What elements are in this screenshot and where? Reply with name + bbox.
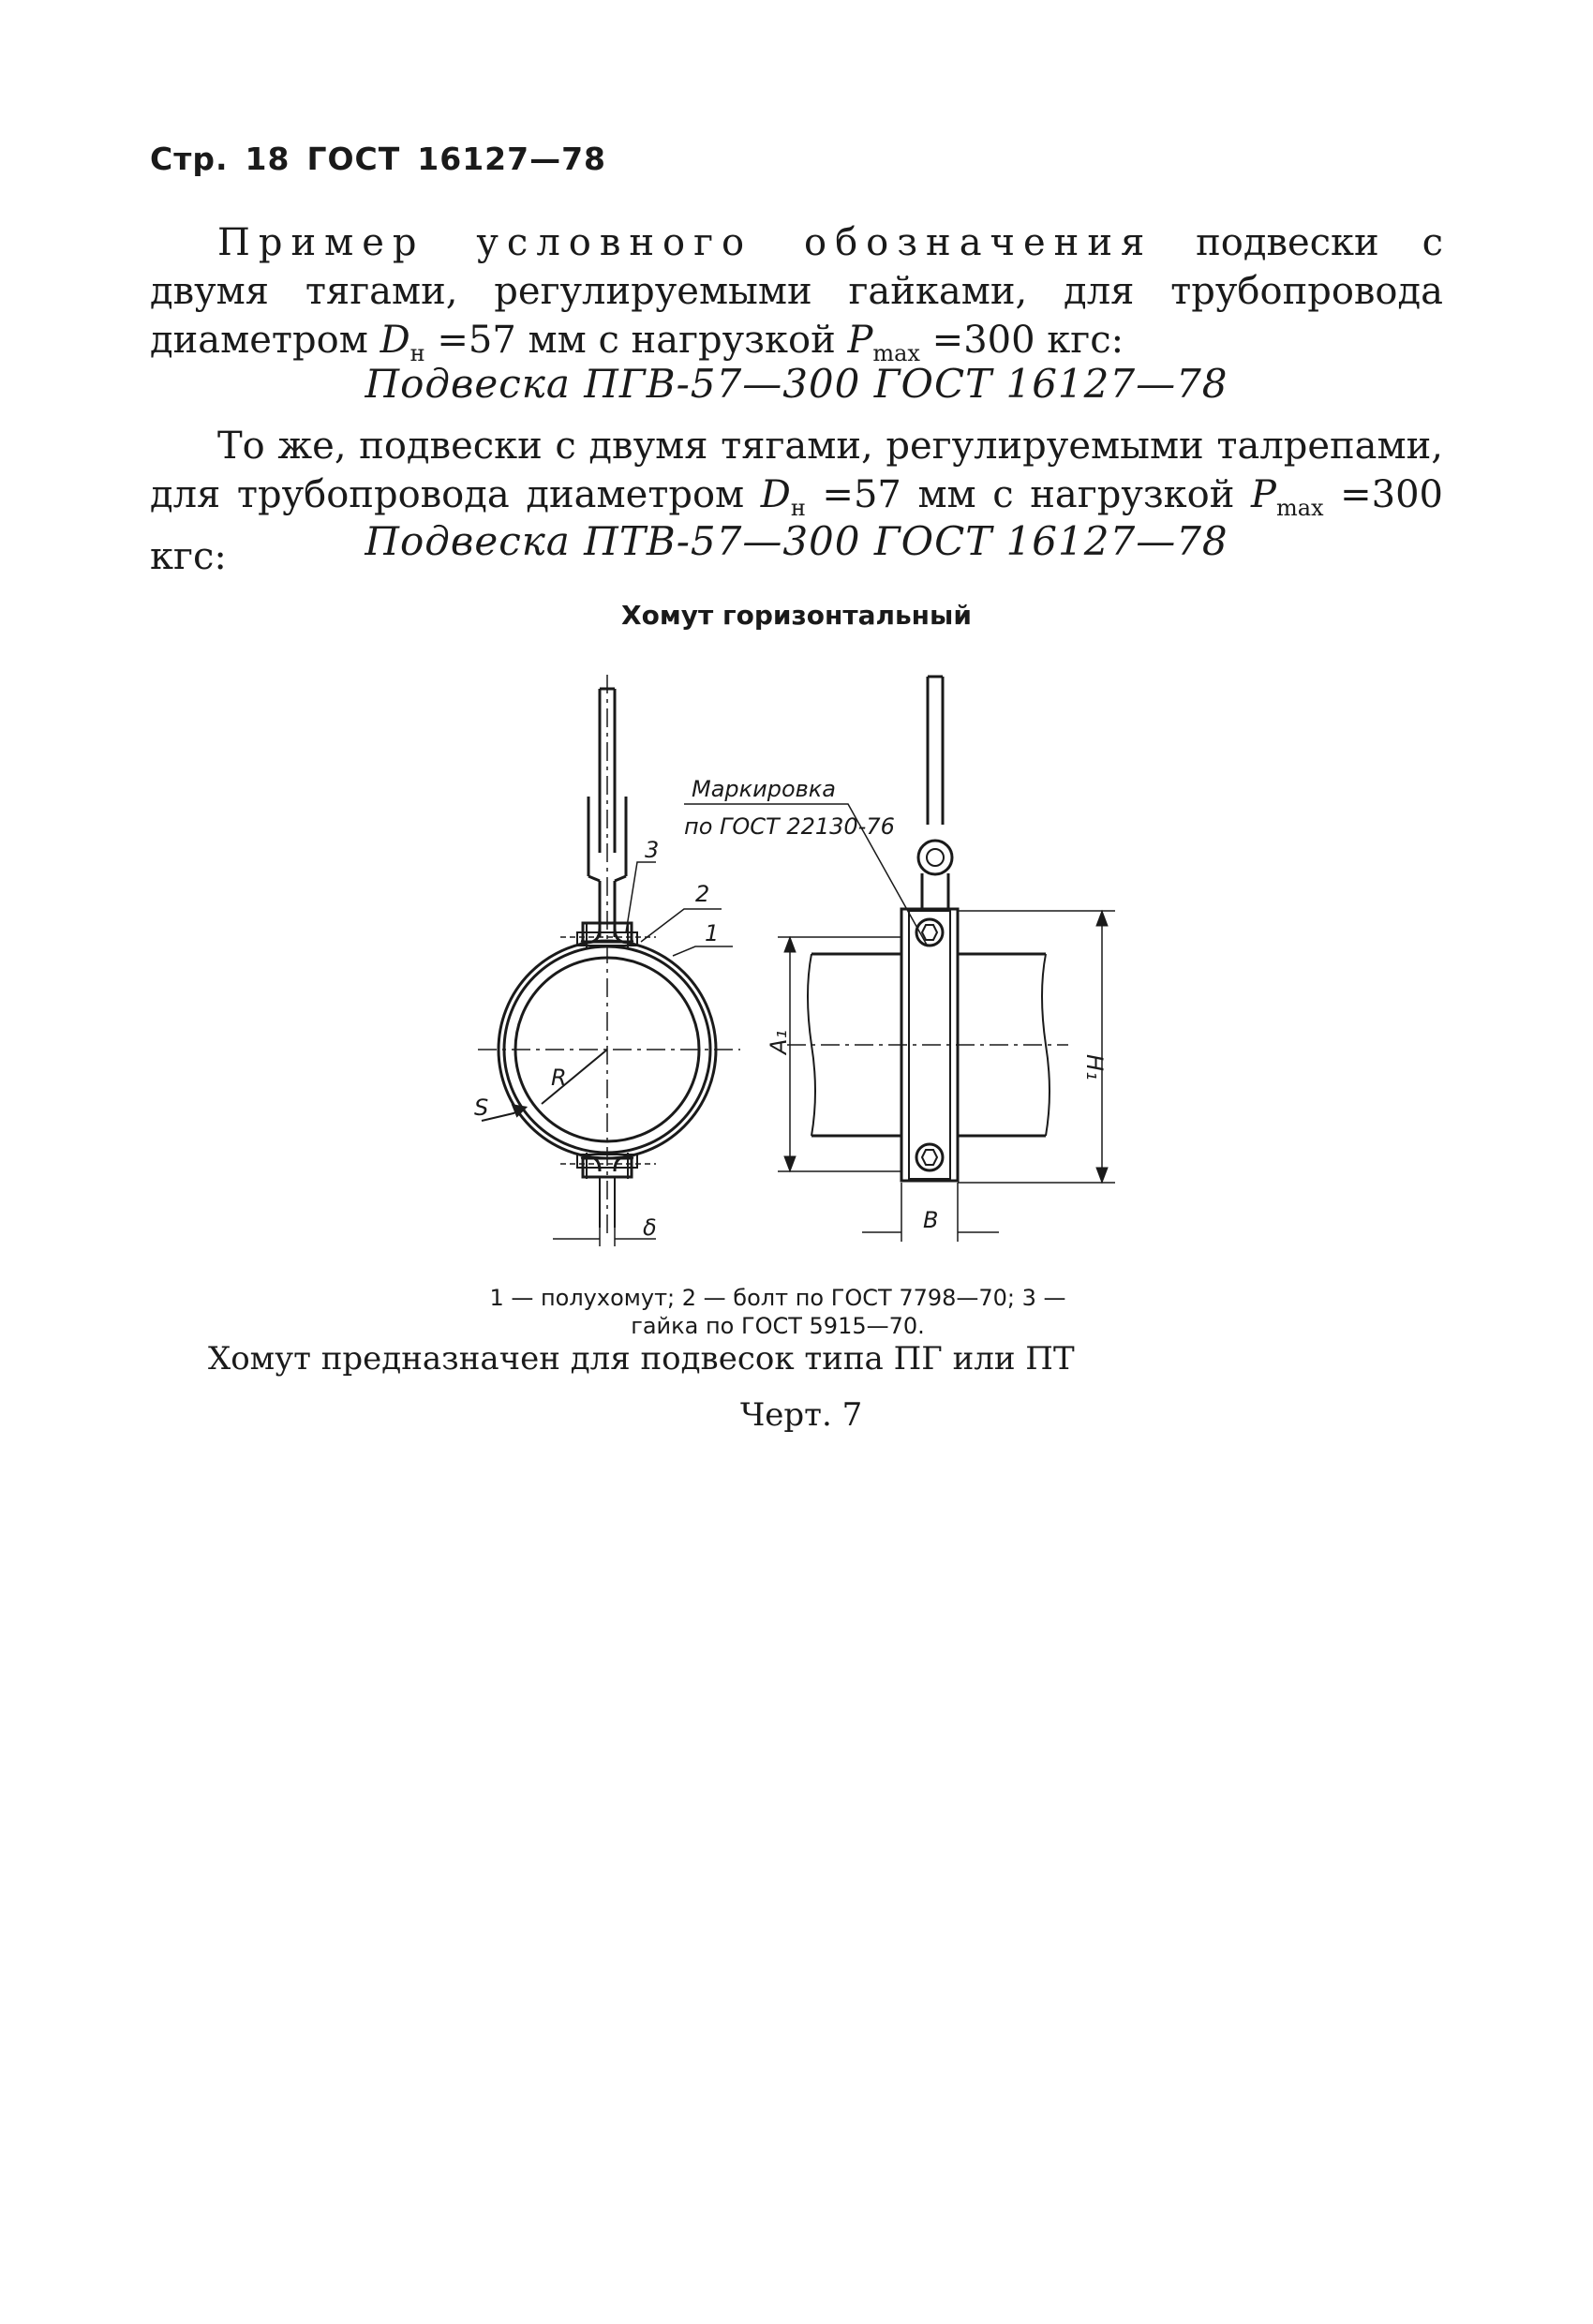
paragraph-text: То же, подвески с двумя тягами, регулируемыми талрепами, для трубопровода диаметром [150, 425, 1443, 516]
page-label: Стр. [150, 141, 229, 177]
p-symbol: P [1251, 473, 1276, 516]
marking-label-2: по ГОСТ 22130-76 [684, 813, 895, 840]
paragraph-text: подвески с двумя тягами, регулируемыми гайками, для трубопровода диаметром [150, 221, 1443, 362]
right-hanger-rod [918, 677, 952, 909]
figure-title: Хомут горизонтальный [621, 600, 972, 631]
figure-legend [440, 1284, 1115, 1340]
p-value: =300 кгс: [150, 473, 1444, 578]
label-h1: H₁ [1081, 1054, 1108, 1080]
dn-symbol: D [380, 319, 410, 362]
label-delta: δ [643, 1214, 657, 1241]
dn-value: =57 мм с нагрузкой [424, 319, 848, 362]
marking-label-1: Маркировка [692, 776, 837, 802]
callout-3: 3 [645, 837, 660, 863]
standard-number: 16127—78 [417, 141, 606, 177]
label-r: R [551, 1065, 567, 1091]
figure-caption: Черт. 7 [740, 1396, 863, 1434]
p-subscript: max [872, 340, 920, 366]
standard-label: ГОСТ [306, 141, 401, 177]
label-b: B [923, 1207, 939, 1233]
right-pipe [787, 954, 1068, 1136]
dn-value: =57 мм с нагрузкой [805, 473, 1252, 516]
callout-2: 2 [695, 881, 710, 907]
page-number: 18 [245, 141, 290, 177]
legend-line-2: гайка по ГОСТ 5915—70. [631, 1313, 925, 1339]
dn-symbol: D [760, 473, 791, 516]
p-subscript: max [1275, 495, 1324, 521]
callout-1: 1 [705, 920, 720, 946]
designation-example-1: Подвеска ПГВ-57—300 ГОСТ 16127—78 [365, 361, 1228, 407]
figure-note: Хомут предназначен для подвесок типа ПГ или ПТ [208, 1340, 1075, 1378]
designation-example-2: Подвеска ПТВ-57—300 ГОСТ 16127—78 [365, 518, 1228, 564]
label-s: S [474, 1095, 489, 1121]
label-a1: A₁ [766, 1029, 792, 1054]
dn-subscript: н [409, 340, 425, 366]
p-value: =300 кгс: [919, 319, 1124, 362]
dn-subscript: н [790, 495, 806, 521]
bottom-bolt-assembly [560, 1153, 656, 1228]
p-symbol: P [847, 319, 873, 362]
spaced-phrase: Пример условного обозначения [217, 221, 1154, 264]
legend-line-1: 1 — полухомут; 2 — болт по ГОСТ 7798—70; 3 — [489, 1285, 1066, 1311]
